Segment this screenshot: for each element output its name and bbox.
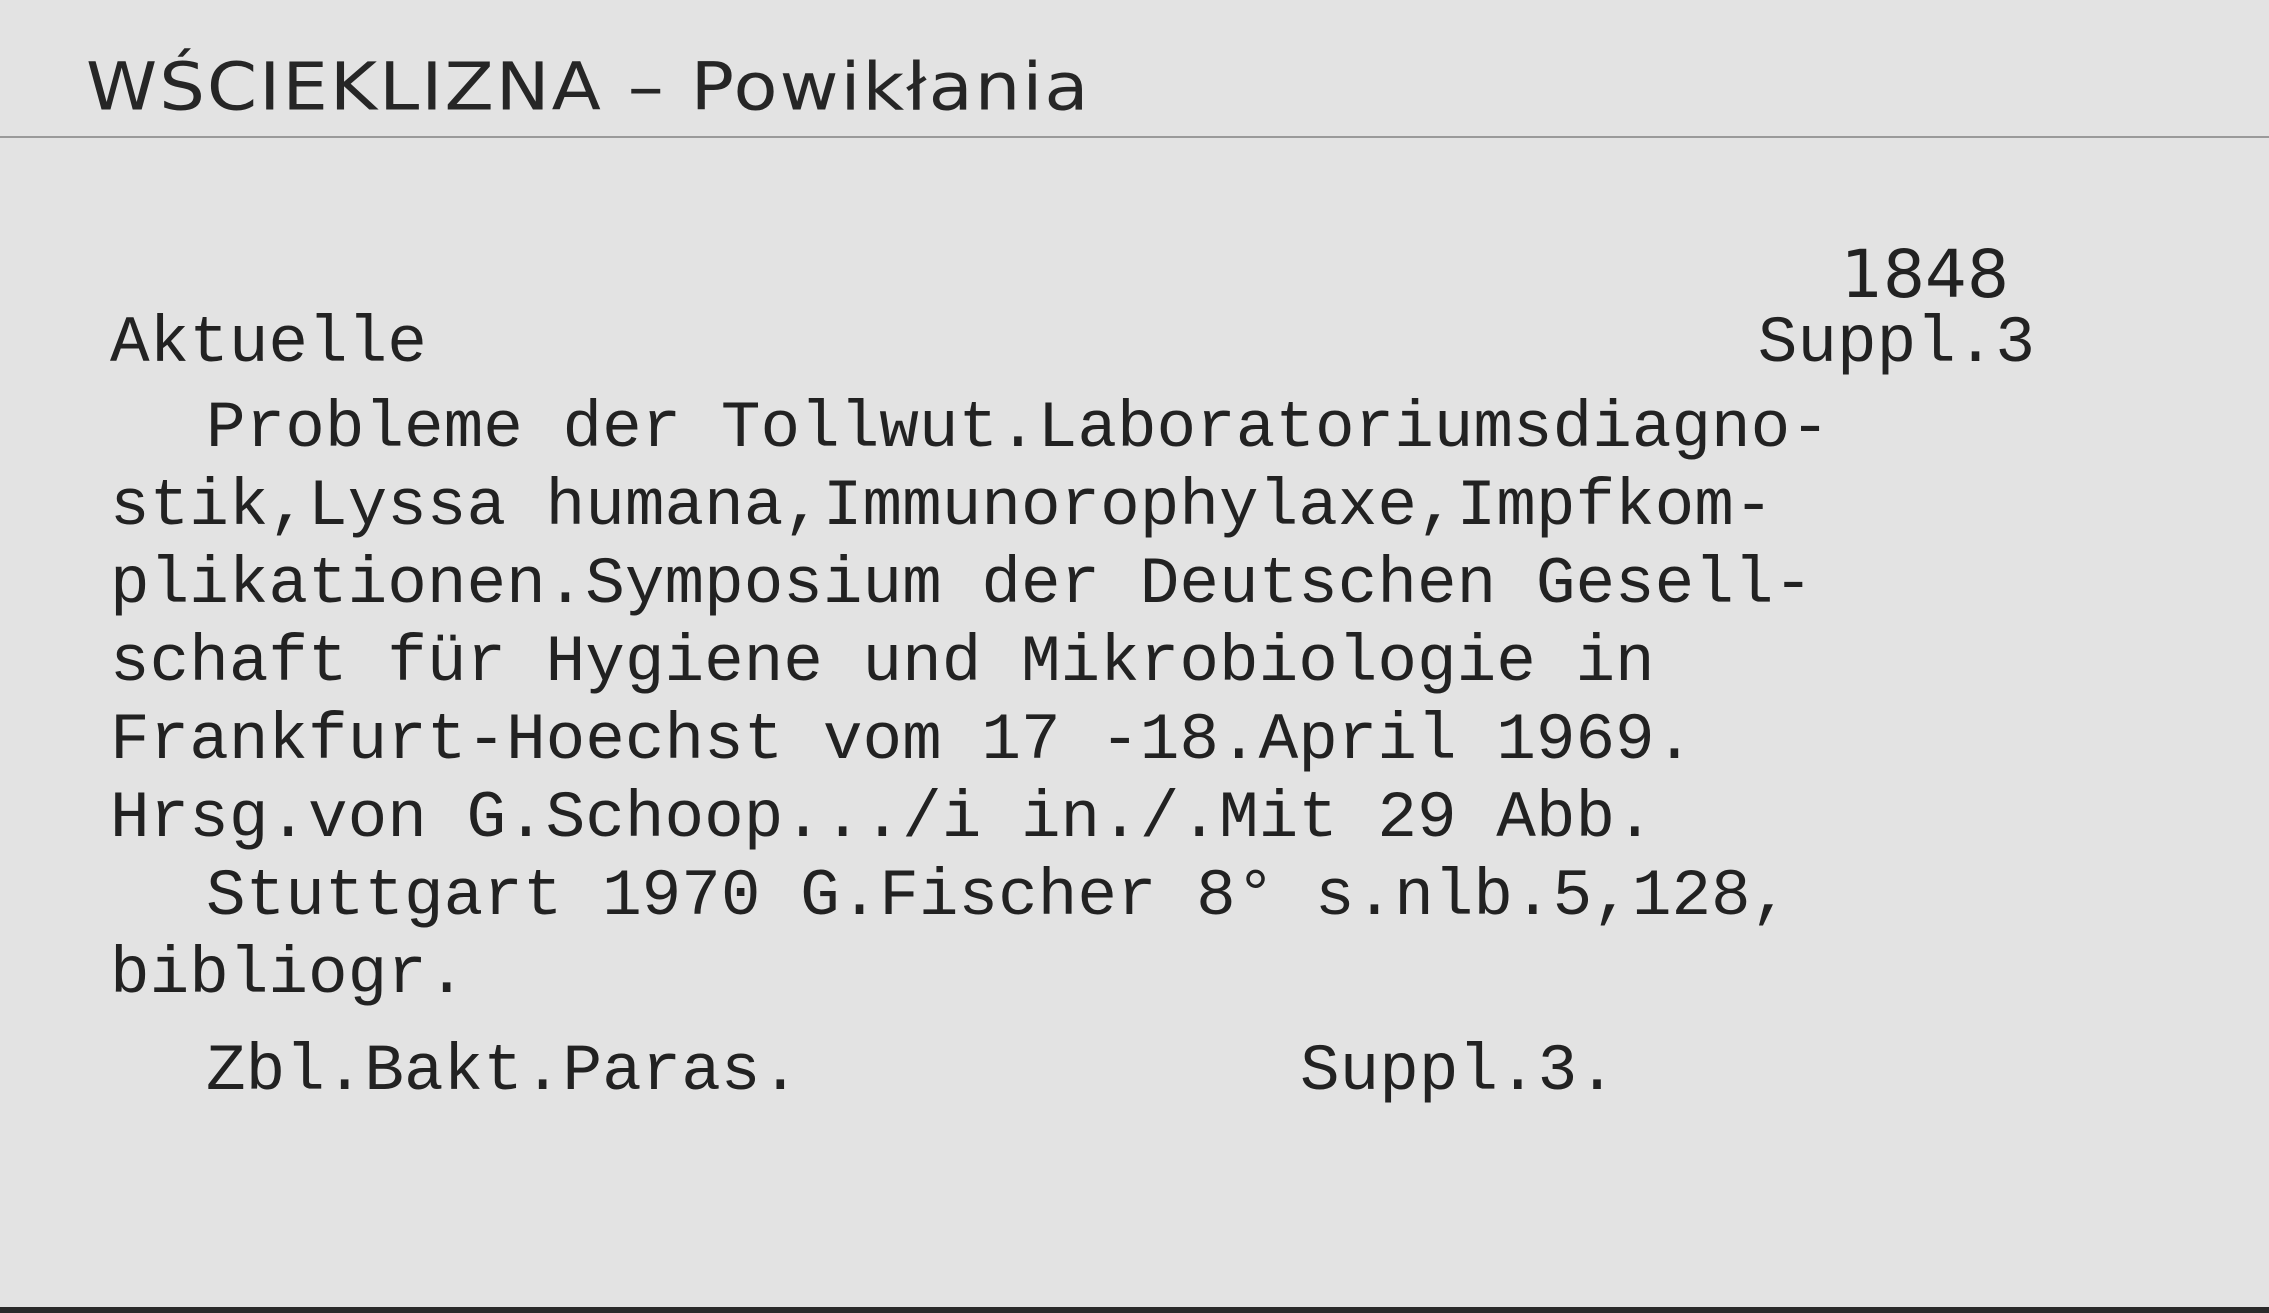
description-line-1: Probleme der Tollwut.Laboratoriumsdiagno- <box>206 391 1830 466</box>
description-line-6: Hrsg.von G.Schoop.../i in./.Mit 29 Abb. <box>110 781 1655 856</box>
description-line-2: stik,Lyssa humana,Immunorophylaxe,Impfkom- <box>110 469 1774 544</box>
description-line-3: plikationen.Symposium der Deutschen Gesell- <box>110 547 1814 622</box>
imprint-line: Stuttgart 1970 G.Fischer 8° s.nlb.5,128, <box>206 859 1791 934</box>
series-title: Zbl.Bakt.Paras. <box>206 1034 801 1109</box>
description-line-5: Frankfurt-Hoechst vom 17 -18.April 1969. <box>110 703 1695 778</box>
bibliography-note: bibliogr. <box>110 937 467 1012</box>
series-volume: Suppl.3. <box>1300 1034 1617 1109</box>
heading-rule <box>0 136 2269 138</box>
entry-word: Aktuelle <box>110 306 427 381</box>
subject-heading: WŚCIEKLIZNA – Powikłania <box>86 48 1091 126</box>
description-line-4: schaft für Hygiene und Mikrobiologie in <box>110 625 1655 700</box>
call-number: 1848 <box>1841 236 2009 313</box>
volume-designation: Suppl.3 <box>1757 306 2035 381</box>
